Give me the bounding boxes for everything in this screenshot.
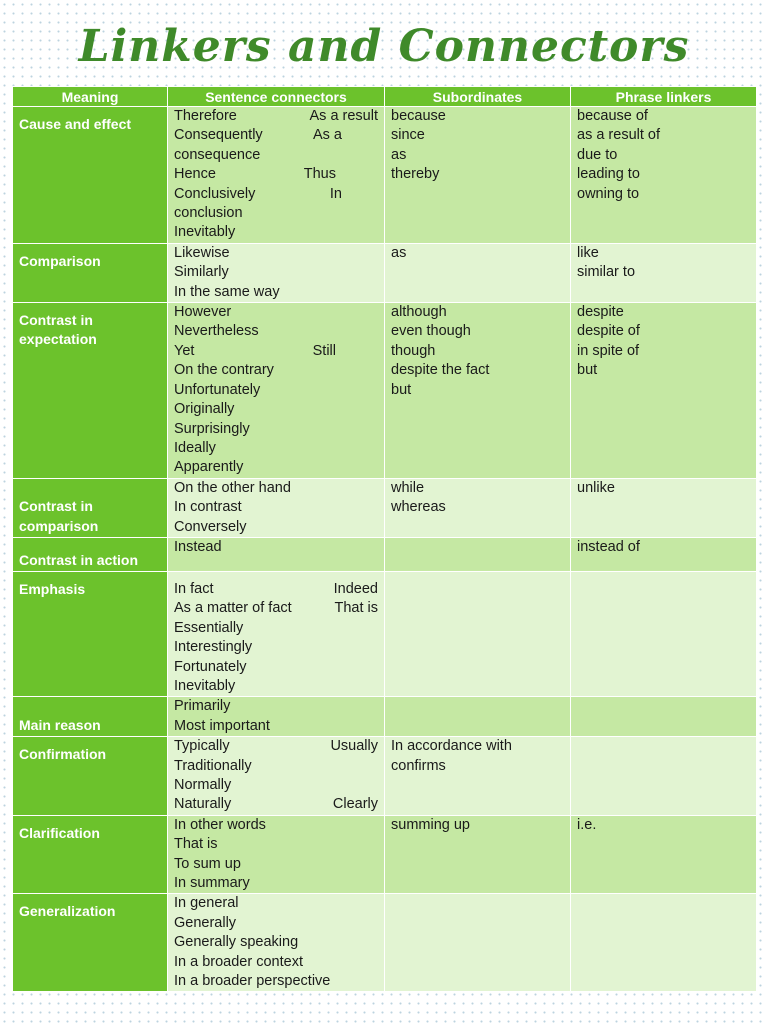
sentence-connector: In a broader context xyxy=(174,953,303,970)
subordinate-item: as xyxy=(391,146,407,163)
sentence-connector: Thus xyxy=(303,166,336,183)
sentence-connector: Conversely xyxy=(174,518,247,535)
connector-line xyxy=(174,914,378,933)
connector-line xyxy=(174,972,378,991)
sentence-connector: Usually xyxy=(330,738,378,755)
connector-line xyxy=(174,107,378,126)
sentence-connector: To sum up xyxy=(174,855,241,872)
connector-line xyxy=(174,126,378,145)
subordinates-cell xyxy=(385,478,571,537)
table-header-row xyxy=(13,87,757,107)
table-row xyxy=(13,894,757,992)
sentence-connector: Typically xyxy=(174,738,230,755)
sentence-connector: Consequently xyxy=(174,127,263,144)
phrase-linkers-cell xyxy=(571,697,757,737)
sentence-connector: Generally speaking xyxy=(174,934,299,951)
table-row xyxy=(13,697,757,737)
connector-line xyxy=(174,538,378,557)
phrase-linker-item: due to xyxy=(577,146,618,163)
subordinates-cell xyxy=(385,537,571,571)
connector-line xyxy=(174,776,378,795)
connector-line xyxy=(174,737,378,756)
phrase-linker-item: similar to xyxy=(577,264,636,281)
sentence-connector: Likewise xyxy=(174,244,230,261)
sentence-connector: Nevertheless xyxy=(174,323,259,340)
connector-line xyxy=(174,498,378,517)
connector-line xyxy=(174,420,378,439)
sentence-connectors-cell xyxy=(168,243,385,302)
phrase-linker-item: as a result of xyxy=(577,127,661,144)
sentence-connector: In a broader perspective xyxy=(174,973,331,990)
subordinate-item: summing up xyxy=(391,816,470,833)
connectors-table-container xyxy=(12,86,756,992)
sentence-connector: That is xyxy=(334,600,378,617)
subordinate-item: as xyxy=(391,244,407,261)
connector-line xyxy=(174,439,378,458)
phrase-linker-item: leading to xyxy=(577,166,640,183)
phrase-linker-item: instead of xyxy=(577,538,640,555)
connector-line xyxy=(174,283,378,302)
phrase-linkers-cell xyxy=(571,571,757,696)
sentence-connector: Naturally xyxy=(174,796,232,813)
sentence-connector: conclusion xyxy=(174,205,243,222)
connector-line xyxy=(174,717,378,736)
meaning-cell: Confirmation xyxy=(13,737,168,816)
connector-line xyxy=(174,185,378,204)
sentence-connector: Instead xyxy=(174,538,222,555)
page-title: Linkers and Connectors xyxy=(78,21,690,72)
subordinates-cell xyxy=(385,571,571,696)
connector-line xyxy=(174,223,378,242)
sentence-connector: Unfortunately xyxy=(174,381,261,398)
sentence-connector: Surprisingly xyxy=(174,420,250,437)
subordinate-item: whereas xyxy=(391,499,446,516)
sentence-connector: Essentially xyxy=(174,619,244,636)
table-row xyxy=(13,537,757,571)
connector-line xyxy=(174,342,378,361)
subordinate-item: In accordance with xyxy=(391,738,512,755)
sentence-connector: Clearly xyxy=(332,796,378,813)
connector-line xyxy=(174,458,378,477)
connector-line xyxy=(174,381,378,400)
sentence-connector: Most important xyxy=(174,717,270,734)
phrase-linkers-cell xyxy=(571,303,757,479)
sentence-connectors-cell xyxy=(168,478,385,537)
sentence-connector: Indeed xyxy=(333,580,378,597)
sentence-connector: Still xyxy=(312,342,336,359)
subordinate-item: although xyxy=(391,304,447,321)
sentence-connector: Inevitably xyxy=(174,224,236,241)
meaning-cell: Clarification xyxy=(13,815,168,894)
subordinates-cell xyxy=(385,697,571,737)
connector-line xyxy=(174,658,378,677)
phrase-linker-item: in spite of xyxy=(577,342,640,359)
sentence-connector: Traditionally xyxy=(174,757,252,774)
subordinate-item: thereby xyxy=(391,166,440,183)
sentence-connector: Primarily xyxy=(174,698,231,715)
subordinates-cell xyxy=(385,894,571,992)
phrase-linkers-cell xyxy=(571,478,757,537)
connector-line xyxy=(174,677,378,696)
table-row xyxy=(13,243,757,302)
sentence-connectors-cell xyxy=(168,571,385,696)
connector-line xyxy=(174,361,378,380)
sentence-connector: In the same way xyxy=(174,283,280,300)
sentence-connector: In contrast xyxy=(174,499,242,516)
sentence-connector: As a matter of fact xyxy=(174,600,292,617)
sentence-connector: As a xyxy=(312,127,342,144)
subordinate-item: though xyxy=(391,342,436,359)
sentence-connector: On the contrary xyxy=(174,362,274,379)
subordinates-cell xyxy=(385,815,571,894)
connector-line xyxy=(174,697,378,716)
sentence-connector: Therefore xyxy=(174,108,237,124)
connector-line xyxy=(174,400,378,419)
meaning-cell: Emphasis xyxy=(13,571,168,696)
sentence-connector: Hence xyxy=(174,166,216,183)
meaning-cell: Comparison xyxy=(13,243,168,302)
sentence-connector: In fact xyxy=(174,580,214,597)
sentence-connector: In summary xyxy=(174,875,250,892)
connector-line xyxy=(174,816,378,835)
sentence-connector: That is xyxy=(174,836,218,853)
connector-line xyxy=(174,894,378,913)
meaning-cell: Contrast in comparison xyxy=(13,478,168,537)
connector-line xyxy=(174,599,378,618)
phrase-linker-item: despite xyxy=(577,304,624,321)
meaning-cell: Contrast in expectation xyxy=(13,303,168,479)
connector-line xyxy=(174,933,378,952)
phrase-linker-item: owning to xyxy=(577,185,640,202)
connector-line xyxy=(174,479,378,498)
subordinate-item: since xyxy=(391,127,425,144)
sentence-connectors-cell xyxy=(168,815,385,894)
sentence-connectors-cell xyxy=(168,107,385,244)
table-row xyxy=(13,303,757,479)
phrase-linker-item: because of xyxy=(577,108,648,124)
phrase-linkers-cell xyxy=(571,537,757,571)
sentence-connector: In xyxy=(329,185,342,202)
subordinates-cell xyxy=(385,737,571,816)
sentence-connector: In general xyxy=(174,895,239,912)
subordinates-cell xyxy=(385,107,571,244)
sentence-connector: Generally xyxy=(174,914,237,931)
connector-line xyxy=(174,757,378,776)
sentence-connector: On the other hand xyxy=(174,479,291,496)
table-row xyxy=(13,571,757,696)
header-sentence-connectors: Sentence connectors xyxy=(168,87,385,107)
phrase-linkers-cell xyxy=(571,737,757,816)
header-subordinates: Subordinates xyxy=(385,87,571,107)
sentence-connector: In other words xyxy=(174,816,266,833)
sentence-connectors-cell xyxy=(168,537,385,571)
connector-line xyxy=(174,244,378,263)
header-phrase-linkers: Phrase linkers xyxy=(571,87,757,107)
phrase-linker-item: despite of xyxy=(577,323,640,340)
sentence-connector: Conclusively xyxy=(174,185,256,202)
sentence-connector: consequence xyxy=(174,146,261,163)
subordinates-cell xyxy=(385,303,571,479)
connector-line xyxy=(174,580,378,599)
sentence-connector: However xyxy=(174,304,232,321)
subordinate-item: despite the fact xyxy=(391,362,490,379)
phrase-linkers-cell xyxy=(571,815,757,894)
phrase-linker-item: but xyxy=(577,362,598,379)
connector-line xyxy=(174,146,378,165)
connector-line xyxy=(174,204,378,223)
connector-line xyxy=(174,638,378,657)
sentence-connectors-cell xyxy=(168,737,385,816)
sentence-connector: Originally xyxy=(174,401,235,418)
subordinate-item: while xyxy=(391,479,425,496)
meaning-cell: Contrast in action xyxy=(13,537,168,571)
table-row xyxy=(13,478,757,537)
table-body xyxy=(13,107,757,992)
table-row xyxy=(13,815,757,894)
subordinate-item: even though xyxy=(391,323,471,340)
table-row xyxy=(13,737,757,816)
sentence-connectors-cell xyxy=(168,303,385,479)
sentence-connectors-cell xyxy=(168,894,385,992)
sentence-connector: Yet xyxy=(174,342,195,359)
connector-line xyxy=(174,322,378,341)
connector-line xyxy=(174,874,378,893)
connector-line xyxy=(174,263,378,282)
meaning-cell: Cause and effect xyxy=(13,107,168,244)
connector-line xyxy=(174,165,378,184)
table-row xyxy=(13,107,757,244)
phrase-linker-item: unlike xyxy=(577,479,615,496)
sentence-connector: As a result xyxy=(309,108,378,124)
sentence-connector: Normally xyxy=(174,777,232,793)
connectors-table xyxy=(12,86,757,992)
sentence-connector: Similarly xyxy=(174,264,229,281)
subordinate-item: but xyxy=(391,381,412,398)
phrase-linkers-cell xyxy=(571,894,757,992)
connector-line xyxy=(174,303,378,322)
connector-line xyxy=(174,835,378,854)
phrase-linker-item: i.e. xyxy=(577,816,597,833)
sentence-connector: Fortunately xyxy=(174,658,247,675)
sentence-connector: Inevitably xyxy=(174,677,236,694)
connector-line xyxy=(174,953,378,972)
sentence-connector: Ideally xyxy=(174,439,216,456)
sentence-connector: Interestingly xyxy=(174,639,253,656)
phrase-linkers-cell xyxy=(571,107,757,244)
header-meaning: Meaning xyxy=(13,87,168,107)
sentence-connector: Apparently xyxy=(174,459,244,476)
subordinate-item: confirms xyxy=(391,757,446,774)
sentence-connectors-cell xyxy=(168,697,385,737)
subordinate-item: because xyxy=(391,108,446,124)
meaning-cell: Main reason xyxy=(13,697,168,737)
phrase-linkers-cell xyxy=(571,243,757,302)
subordinates-cell xyxy=(385,243,571,302)
connector-line xyxy=(174,518,378,537)
connector-line xyxy=(174,619,378,638)
meaning-cell: Generalization xyxy=(13,894,168,992)
connector-line xyxy=(174,795,378,814)
connector-line xyxy=(174,855,378,874)
phrase-linker-item: like xyxy=(577,244,599,261)
